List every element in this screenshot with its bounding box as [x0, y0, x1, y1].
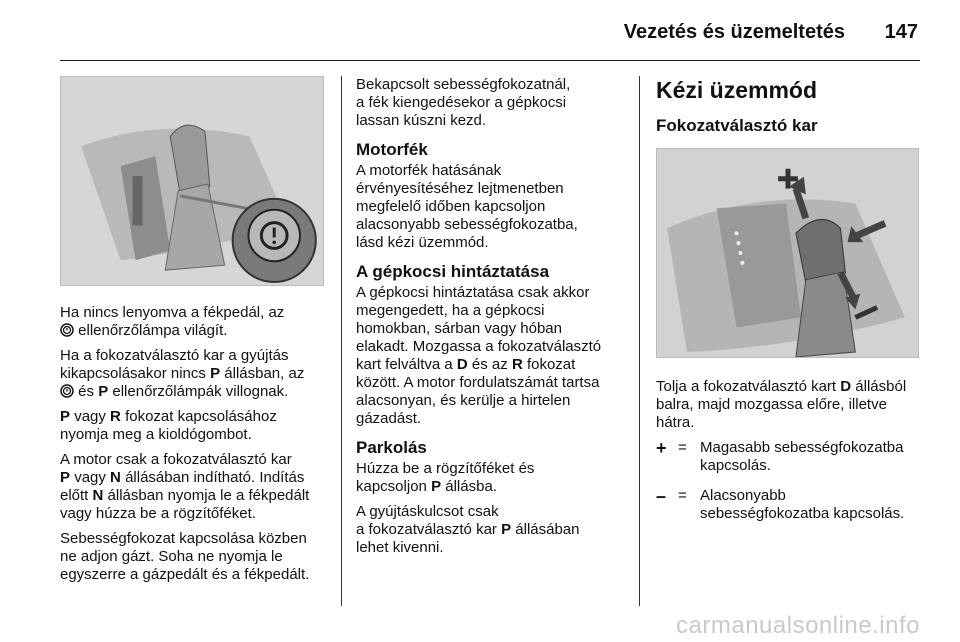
paragraph: Bekapcsolt sebességfokozatnál, a fék kiengedésekor a gépkocsi lassan kúszni kezd. — [356, 76, 571, 129]
definition-list — [656, 439, 922, 523]
manual-shift-illustration — [657, 149, 918, 357]
paragraph: P vagy R fokozat kapcsolásához nyomja meg a kioldógombot. — [60, 408, 277, 443]
column-3 — [656, 76, 922, 535]
brake-warning-icon — [60, 384, 74, 398]
page-number: 147 — [884, 21, 918, 43]
definition-row: – = Alacsonyabb sebességfokozatba kapcsolás. — [656, 486, 905, 522]
definition-row: + = Magasabb sebességfokozatba kapcsolás. — [656, 438, 904, 474]
paragraph: A motor csak a fokozatválasztó kar P vagy N állásában indítható. Indítás előtt N állásban nyomja le a fékpedált vagy húzza be a rögzítőféket. — [60, 451, 310, 522]
gear-selector-illustration — [61, 77, 323, 285]
watermark: carmanualsonline.info — [676, 612, 920, 639]
paragraph: Sebességfokozat kapcsolása közben ne adjon gázt. Soha ne nyomja le egyszerre a gázpedált és a fékpedált. — [60, 530, 310, 583]
paragraph: Húzza be a rögzítőféket és kapcsoljon P állásba. — [356, 460, 535, 495]
header-rule — [60, 60, 920, 61]
paragraph: A gyújtáskulcsot csak a fokozatválasztó kar P állásában lehet kivenni. — [356, 503, 580, 556]
paragraph: A motorfék hatásának érvényesítéséhez lejtmenetben megfelelő időben kapcsoljon alacsonyabb sebességfokozatba, lásd kézi üzemmód. — [356, 162, 578, 251]
brake-warning-icon — [60, 323, 74, 337]
header-title: Vezetés és üzemeltetés — [623, 21, 845, 43]
paragraph: Ha nincs lenyomva a fékpedál, az ellenőrzőlámpa világít. — [60, 304, 285, 339]
gear-selector-photo — [60, 76, 324, 286]
heading-kezi-uzemmod: Kézi üzemmód — [656, 77, 818, 103]
heading-motorfek: Motorfék — [356, 140, 428, 159]
plus-symbol: + — [656, 438, 667, 458]
column-1 — [60, 76, 325, 591]
heading-parkolas: Parkolás — [356, 438, 427, 457]
column-divider-2 — [639, 76, 640, 606]
page-header — [0, 0, 960, 62]
paragraph: Ha a fokozatválasztó kar a gyújtás kikapcsolásakor nincs P állásban, az és P ellenőrzőlámpák villognak. — [60, 347, 305, 400]
minus-symbol: – — [656, 486, 667, 506]
paragraph: A gépkocsi hintáztatása csak akkor megengedett, ha a gépkocsi homokban, sárban vagy hóban elakadt. Mozgassa a fokozatválasztó kart felváltva a D és az R fokozat között. A motor fordulatszámát tartsa alacsonyan, és kerülje a hirtelen gázadást. — [356, 284, 602, 427]
column-2 — [356, 76, 626, 564]
heading-hintaztatas: A gépkocsi hintáztatása — [356, 262, 550, 281]
column-divider-1 — [341, 76, 342, 606]
manual-mode-photo — [656, 148, 919, 358]
paragraph: Tolja a fokozatválasztó kart D állásból balra, majd mozgassa előre, illetve hátra. — [656, 378, 907, 431]
heading-fokozatvalaszto-kar: Fokozatválasztó kar — [656, 116, 818, 135]
